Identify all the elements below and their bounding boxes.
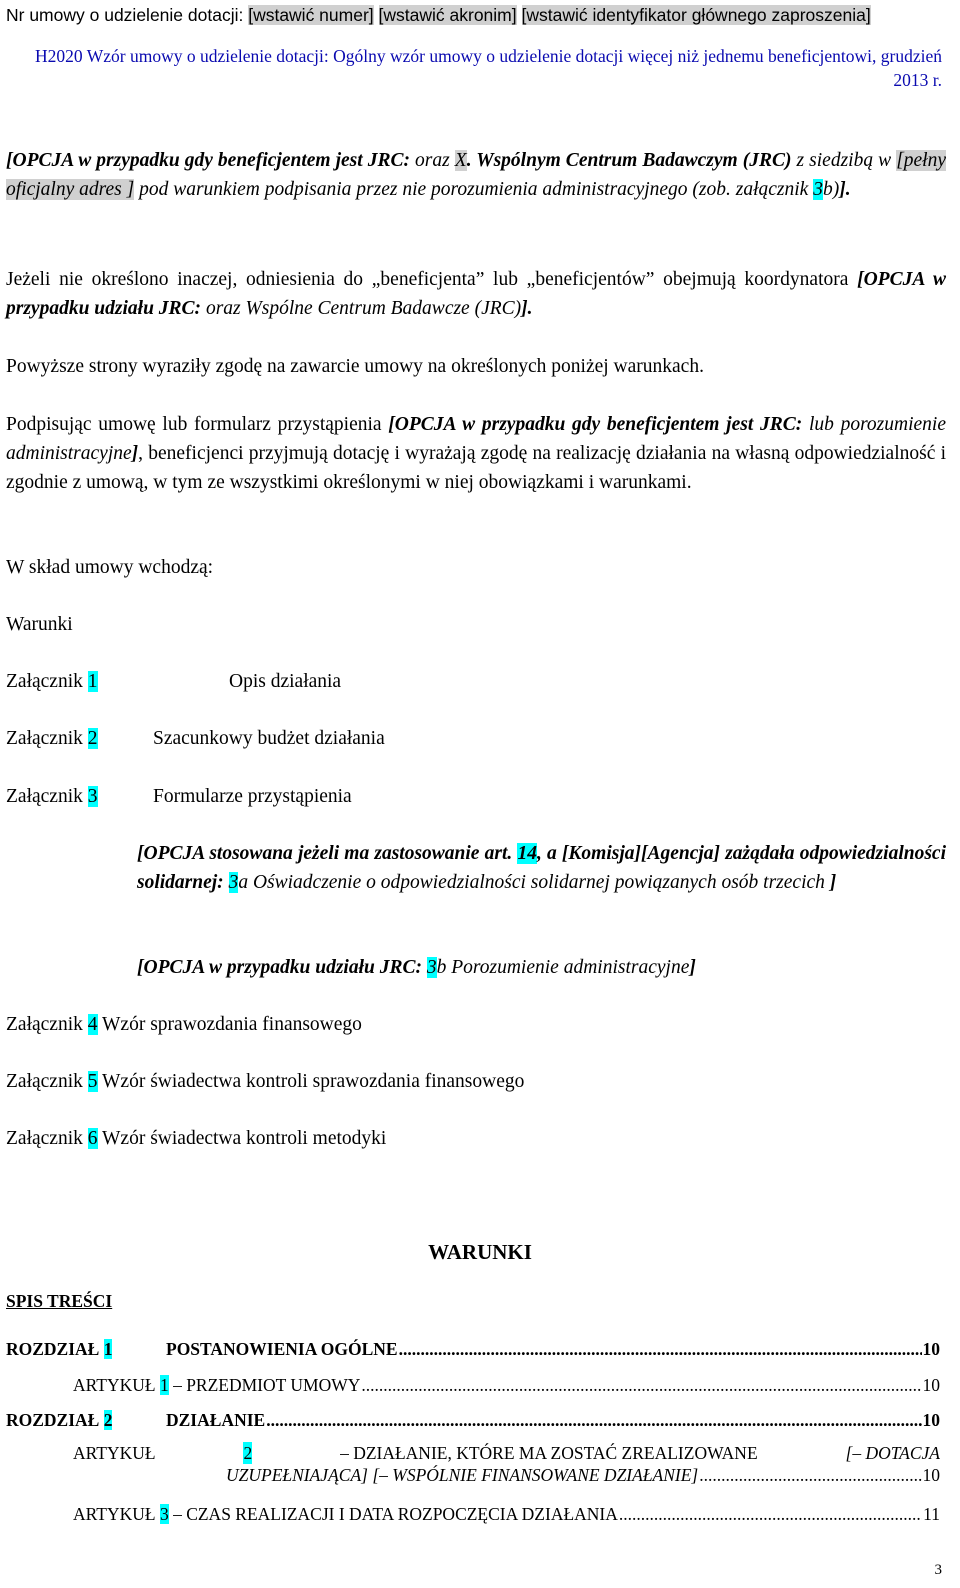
annex-number: 3 (87, 786, 98, 807)
option-jrc-x-marker: X (454, 150, 467, 171)
toc-chapter-1[interactable] (6, 1338, 940, 1360)
toc-prefix-text: ARTYKUŁ (73, 1443, 156, 1463)
option-jrc-paragraph (6, 146, 946, 204)
header-label: Nr umowy o udzielenie dotacji: (6, 5, 249, 25)
toc-page-number: 10 (922, 1410, 940, 1430)
annex-label-text: Załącznik (6, 1128, 88, 1149)
toc-article-1[interactable] (73, 1374, 940, 1396)
placeholder-acronym: [wstawić akronim] (378, 5, 517, 25)
toc-prefix-text: ROZDZIAŁ (6, 1339, 104, 1359)
agreed-paragraph: Powyższe strony wyraziły zgodę na zawarcie umowy na określonych poniżej warunkach. (6, 356, 704, 377)
toc-title-text: DZIAŁANIE (166, 1410, 266, 1430)
terms-label: Warunki (6, 614, 73, 635)
signing-text1: Podpisując umowę lub formularz przystąpienia (6, 414, 389, 435)
option-jrc-bold1: [OPCJA w przypadku gdy beneficjentem jest JRC: (6, 150, 416, 171)
toc-leader (699, 1464, 921, 1486)
toc-leader (619, 1503, 922, 1525)
signing-paragraph (6, 410, 946, 497)
admin-close: ] (689, 957, 696, 978)
annex-number: 6 (87, 1128, 98, 1149)
toc-title-text: POSTANOWIENIA OGÓLNE (166, 1339, 398, 1359)
signing-option-close: ] (131, 443, 139, 464)
liability-italic: a Oświadczenie o odpowiedzialności solidarnej powiązanych osób trzecich (238, 872, 830, 893)
toc-article-2-line2 (73, 1464, 940, 1486)
toc-title-text: – DZIAŁANIE, KTÓRE MA ZOSTAĆ ZREALIZOWANE (340, 1443, 758, 1463)
annex-2-title: Szacunkowy budżet działania (153, 728, 385, 749)
toc-article-2[interactable] (73, 1442, 940, 1486)
document-header (6, 4, 946, 27)
option-jrc-text3: pod warunkiem podpisania przez nie porozumienia administracyjnego (zob. załącznik (134, 179, 814, 200)
option-jrc-bold3: ]. (839, 179, 851, 200)
toc-title-italic-line2: UZUPEŁNIAJĄCA] [– WSPÓLNIE FINANSOWANE DZIAŁANIE] (226, 1465, 699, 1485)
definitions-paragraph (6, 265, 946, 323)
toc-title-italic: [– DOTACJA (845, 1443, 940, 1463)
annex-number: 5 (87, 1071, 98, 1092)
admin-italic: b Porozumienie administracyjne (436, 957, 690, 978)
option-admin-paragraph (137, 953, 946, 982)
definitions-text: Jeżeli nie określono inaczej, odniesienia do „beneficjenta” lub „beneficjentów” obejmują koordynatora (6, 269, 858, 290)
annex-number: 1 (87, 671, 98, 692)
annex-1-label (6, 667, 98, 696)
toc-number: 3 (159, 1504, 169, 1524)
definitions-option-close: ]. (521, 298, 533, 319)
option-jrc-bold2: . Wspólnym Centrum Badawczym (JRC) (466, 150, 792, 171)
option-jrc-text1: oraz (415, 150, 455, 171)
toc-page-number: 10 (922, 1339, 940, 1359)
page-number: 3 (934, 1562, 942, 1578)
annex-title: Wzór świadectwa kontroli sprawozdania finansowego (97, 1071, 525, 1092)
toc-page-number: 11 (923, 1504, 940, 1524)
toc-number: 1 (103, 1339, 113, 1359)
toc-leader (266, 1409, 921, 1431)
annex-6-row (6, 1124, 386, 1153)
annex-label-text: Załącznik (6, 1014, 88, 1035)
definitions-option-italic: oraz Wspólne Centrum Badawcze (JRC) (205, 298, 522, 319)
annex-4-row (6, 1010, 362, 1039)
liability-annex-number: 3 (228, 872, 239, 893)
toc-page-number: 10 (922, 1465, 940, 1485)
document-subtitle: H2020 Wzór umowy o udzielenie dotacji: Ogólny wzór umowy o udzielenie dotacji więcej niż jednemu beneficjentowi, grudzień 2013 r. (35, 46, 942, 90)
toc-number: 2 (243, 1443, 253, 1463)
toc-title-text: – CZAS REALIZACJI I DATA ROZPOCZĘCIA DZIAŁANIA (168, 1504, 618, 1524)
definitions-option-bold: [OPCJA w przypadku udziału JRC: (6, 269, 946, 319)
toc-article-label (73, 1374, 360, 1396)
components-intro: W skład umowy wchodzą: (6, 557, 214, 578)
annex-label-text: Załącznik (6, 671, 88, 692)
toc-prefix-text: ARTYKUŁ (73, 1375, 160, 1395)
toc-chapter-prefix (6, 1338, 166, 1360)
admin-annex-number: 3 (426, 957, 437, 978)
annex-label-text: Załącznik (6, 786, 88, 807)
annex-label-text: Załącznik (6, 1071, 88, 1092)
toc-number: 1 (159, 1375, 169, 1395)
annex-label-text: Załącznik (6, 728, 88, 749)
option-jrc-text4: b) (822, 179, 840, 200)
annex-2-label (6, 724, 98, 753)
annex-1-title: Opis działania (229, 671, 342, 692)
toc-number: 2 (103, 1410, 113, 1430)
toc-title-text: – PRZEDMIOT UMOWY (168, 1375, 361, 1395)
signing-option-italic: lub porozumienie administracyjne (6, 414, 946, 464)
annex-number: 2 (87, 728, 98, 749)
placeholder-call-id: [wstawić identyfikator głównego zaproszenia] (521, 5, 871, 25)
toc-article-label (73, 1503, 618, 1525)
annex-title: Wzór świadectwa kontroli metodyki (97, 1128, 387, 1149)
toc-article-3[interactable] (73, 1503, 940, 1525)
option-jrc-address: [pełny oficjalny adres ] (6, 150, 947, 200)
signing-text2: , beneficjenci przyjmują dotację i wyrażają zgodę na realizację działania na własną odpowiedzialność i zgodnie z umową, w tym ze wszystkimi określonymi w niej obowiązkami i warunkami. (6, 443, 946, 493)
admin-bold1: [OPCJA w przypadku udziału JRC: (137, 957, 427, 978)
toc-page-number: 10 (922, 1375, 940, 1395)
toc-title: SPIS TREŚCI (6, 1291, 113, 1311)
section-title: WARUNKI (428, 1240, 532, 1264)
toc-prefix-text: ROZDZIAŁ (6, 1410, 104, 1430)
annex-title: Wzór sprawozdania finansowego (97, 1014, 362, 1035)
option-jrc-text2: z siedzibą w (791, 150, 897, 171)
option-jrc-annex-ref: 3 (813, 179, 823, 200)
annex-number: 4 (87, 1014, 98, 1035)
toc-chapter-prefix (6, 1409, 166, 1431)
placeholder-number: [wstawić numer] (248, 5, 374, 25)
toc-article-2-line1 (73, 1442, 940, 1464)
toc-prefix-text: ARTYKUŁ (73, 1504, 160, 1524)
toc-leader (399, 1338, 922, 1360)
liability-bold1: [OPCJA stosowana jeżeli ma zastosowanie art. (137, 843, 518, 864)
option-liability-paragraph (137, 839, 946, 897)
liability-close: ] (829, 872, 837, 893)
annex-3-label (6, 782, 98, 811)
signing-option-bold: [OPCJA w przypadku gdy beneficjentem jest JRC: (388, 414, 803, 435)
annex-3-title: Formularze przystąpienia (153, 786, 352, 807)
toc-chapter-2[interactable] (6, 1409, 940, 1431)
liability-bold2: , a [Komisja][Agencja] zażądała odpowiedzialności solidarnej: (137, 843, 946, 893)
liability-article-number: 14 (517, 843, 537, 864)
toc-leader (361, 1374, 921, 1396)
annex-5-row (6, 1067, 524, 1096)
